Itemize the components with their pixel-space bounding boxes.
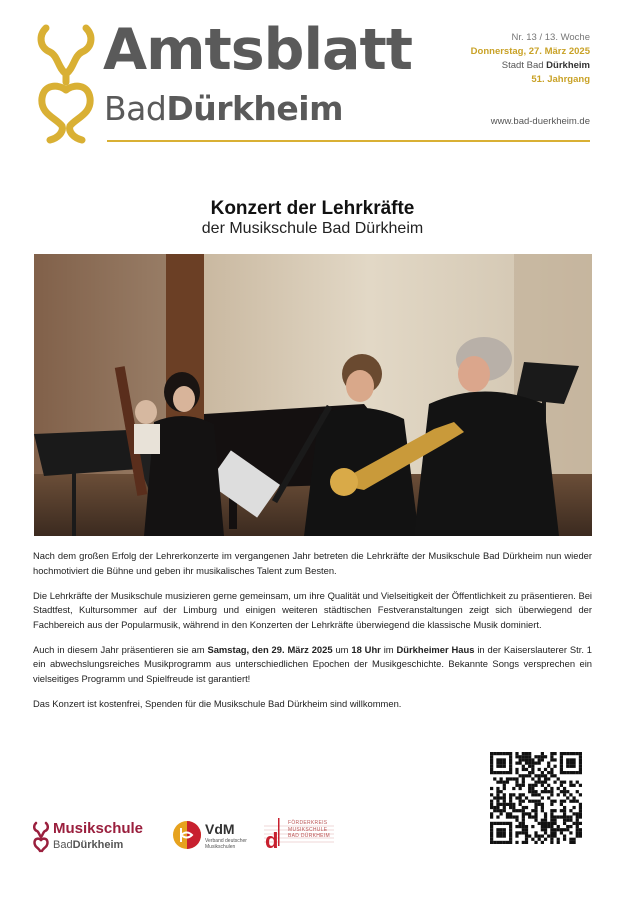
article-headline: Konzert der Lehrkräfte bbox=[210, 198, 415, 219]
ms-city-light: Bad bbox=[53, 839, 73, 851]
bad-duerkheim-heart-icon bbox=[36, 22, 96, 146]
paragraph-3 bbox=[33, 643, 592, 687]
city-prefix: Stadt Bad bbox=[501, 60, 544, 71]
p3-text-b: um bbox=[332, 643, 352, 655]
paragraph-4: Das Konzert ist kostenfrei, Spenden für die Musikschule Bad Dürkheim sind willkommen. bbox=[33, 697, 402, 709]
vdm-name: VdM bbox=[205, 821, 235, 837]
publisher-city bbox=[502, 60, 590, 71]
paragraph-1: Nach dem großen Erfolg der Lehrerkonzerte im vergangenen Jahr betreten die Lehrkräfte der Musikschule Bad Dürkheim nun wieder hochmotiviert die Bühne und geben ihr musikalisches Talent zum Besten. bbox=[33, 550, 592, 576]
volume: 51. Jahrgang bbox=[531, 74, 590, 85]
vdm-logo bbox=[172, 818, 252, 854]
article-body bbox=[33, 549, 592, 722]
p3-text-a: Auch in diesem Jahr präsentieren sie am bbox=[33, 643, 208, 655]
masthead-title: Amtsblatt bbox=[103, 17, 412, 83]
vdm-description: Verband deutscher Musikschulen bbox=[205, 838, 247, 850]
qr-code-icon[interactable] bbox=[490, 752, 582, 844]
masthead-divider bbox=[107, 140, 590, 142]
concert-photo bbox=[34, 254, 592, 536]
vdm-emblem-icon bbox=[172, 820, 202, 850]
p3-text-c: im bbox=[380, 643, 397, 655]
musikschule-name: Musikschule bbox=[53, 820, 144, 837]
event-time: 18 Uhr bbox=[351, 643, 381, 655]
musikschule-city bbox=[53, 839, 123, 851]
fk-line-1: FÖRDERKREIS bbox=[288, 820, 328, 826]
foerderkreis-logo bbox=[262, 814, 337, 854]
foerderkreis-text bbox=[288, 820, 330, 840]
musikschule-heart-icon bbox=[33, 821, 49, 855]
subtitle-bold: Dürkheim bbox=[166, 89, 343, 128]
p3-text-d: in der Kaiserslauterer Str. 1 ein abwechslungsreiches Musikprogramm aus unterschiedlichen Epochen der Musikgeschichte. Bekannte Songs versprechen ein vielseitiges Programm und Spielfreude ist garantiert! bbox=[33, 643, 593, 684]
issue-date: Donnerstag, 27. März 2025 bbox=[470, 46, 590, 57]
ms-city-bold: Dürkheim bbox=[72, 839, 124, 851]
subtitle-light: Bad bbox=[104, 89, 167, 128]
event-date: Samstag, den 29. März 2025 bbox=[207, 643, 333, 655]
event-venue: Dürkheimer Haus bbox=[396, 643, 475, 655]
website-link[interactable]: www.bad-duerkheim.de bbox=[490, 116, 590, 127]
fk-line-2: MUSIKSCHULE bbox=[288, 826, 328, 833]
svg-text:d: d bbox=[265, 828, 279, 853]
musikschule-logo bbox=[33, 820, 163, 856]
fk-line-3: BAD DÜRKHEIM bbox=[288, 833, 330, 839]
masthead-subtitle bbox=[104, 89, 343, 128]
city-bold: Dürkheim bbox=[546, 60, 590, 71]
paragraph-2: Die Lehrkräfte der Musikschule musizieren gerne gemeinsam, um ihre Qualität und Vielseitigkeit der Öffentlichkeit zu präsentieren. Bei Stadtfest, Kultursommer auf der Limburg und einigen weiteren städtischen Festveranstaltungen zeigt sich überwiegend der Fachbereich aus der Popularmusik, während in den Konzerten der Lehrkräfte überwiegend die klassische Musik dominiert. bbox=[33, 589, 592, 630]
issue-number: Nr. 13 / 13. Woche bbox=[511, 32, 590, 43]
article-subheadline: der Musikschule Bad Dürkheim bbox=[201, 220, 424, 237]
